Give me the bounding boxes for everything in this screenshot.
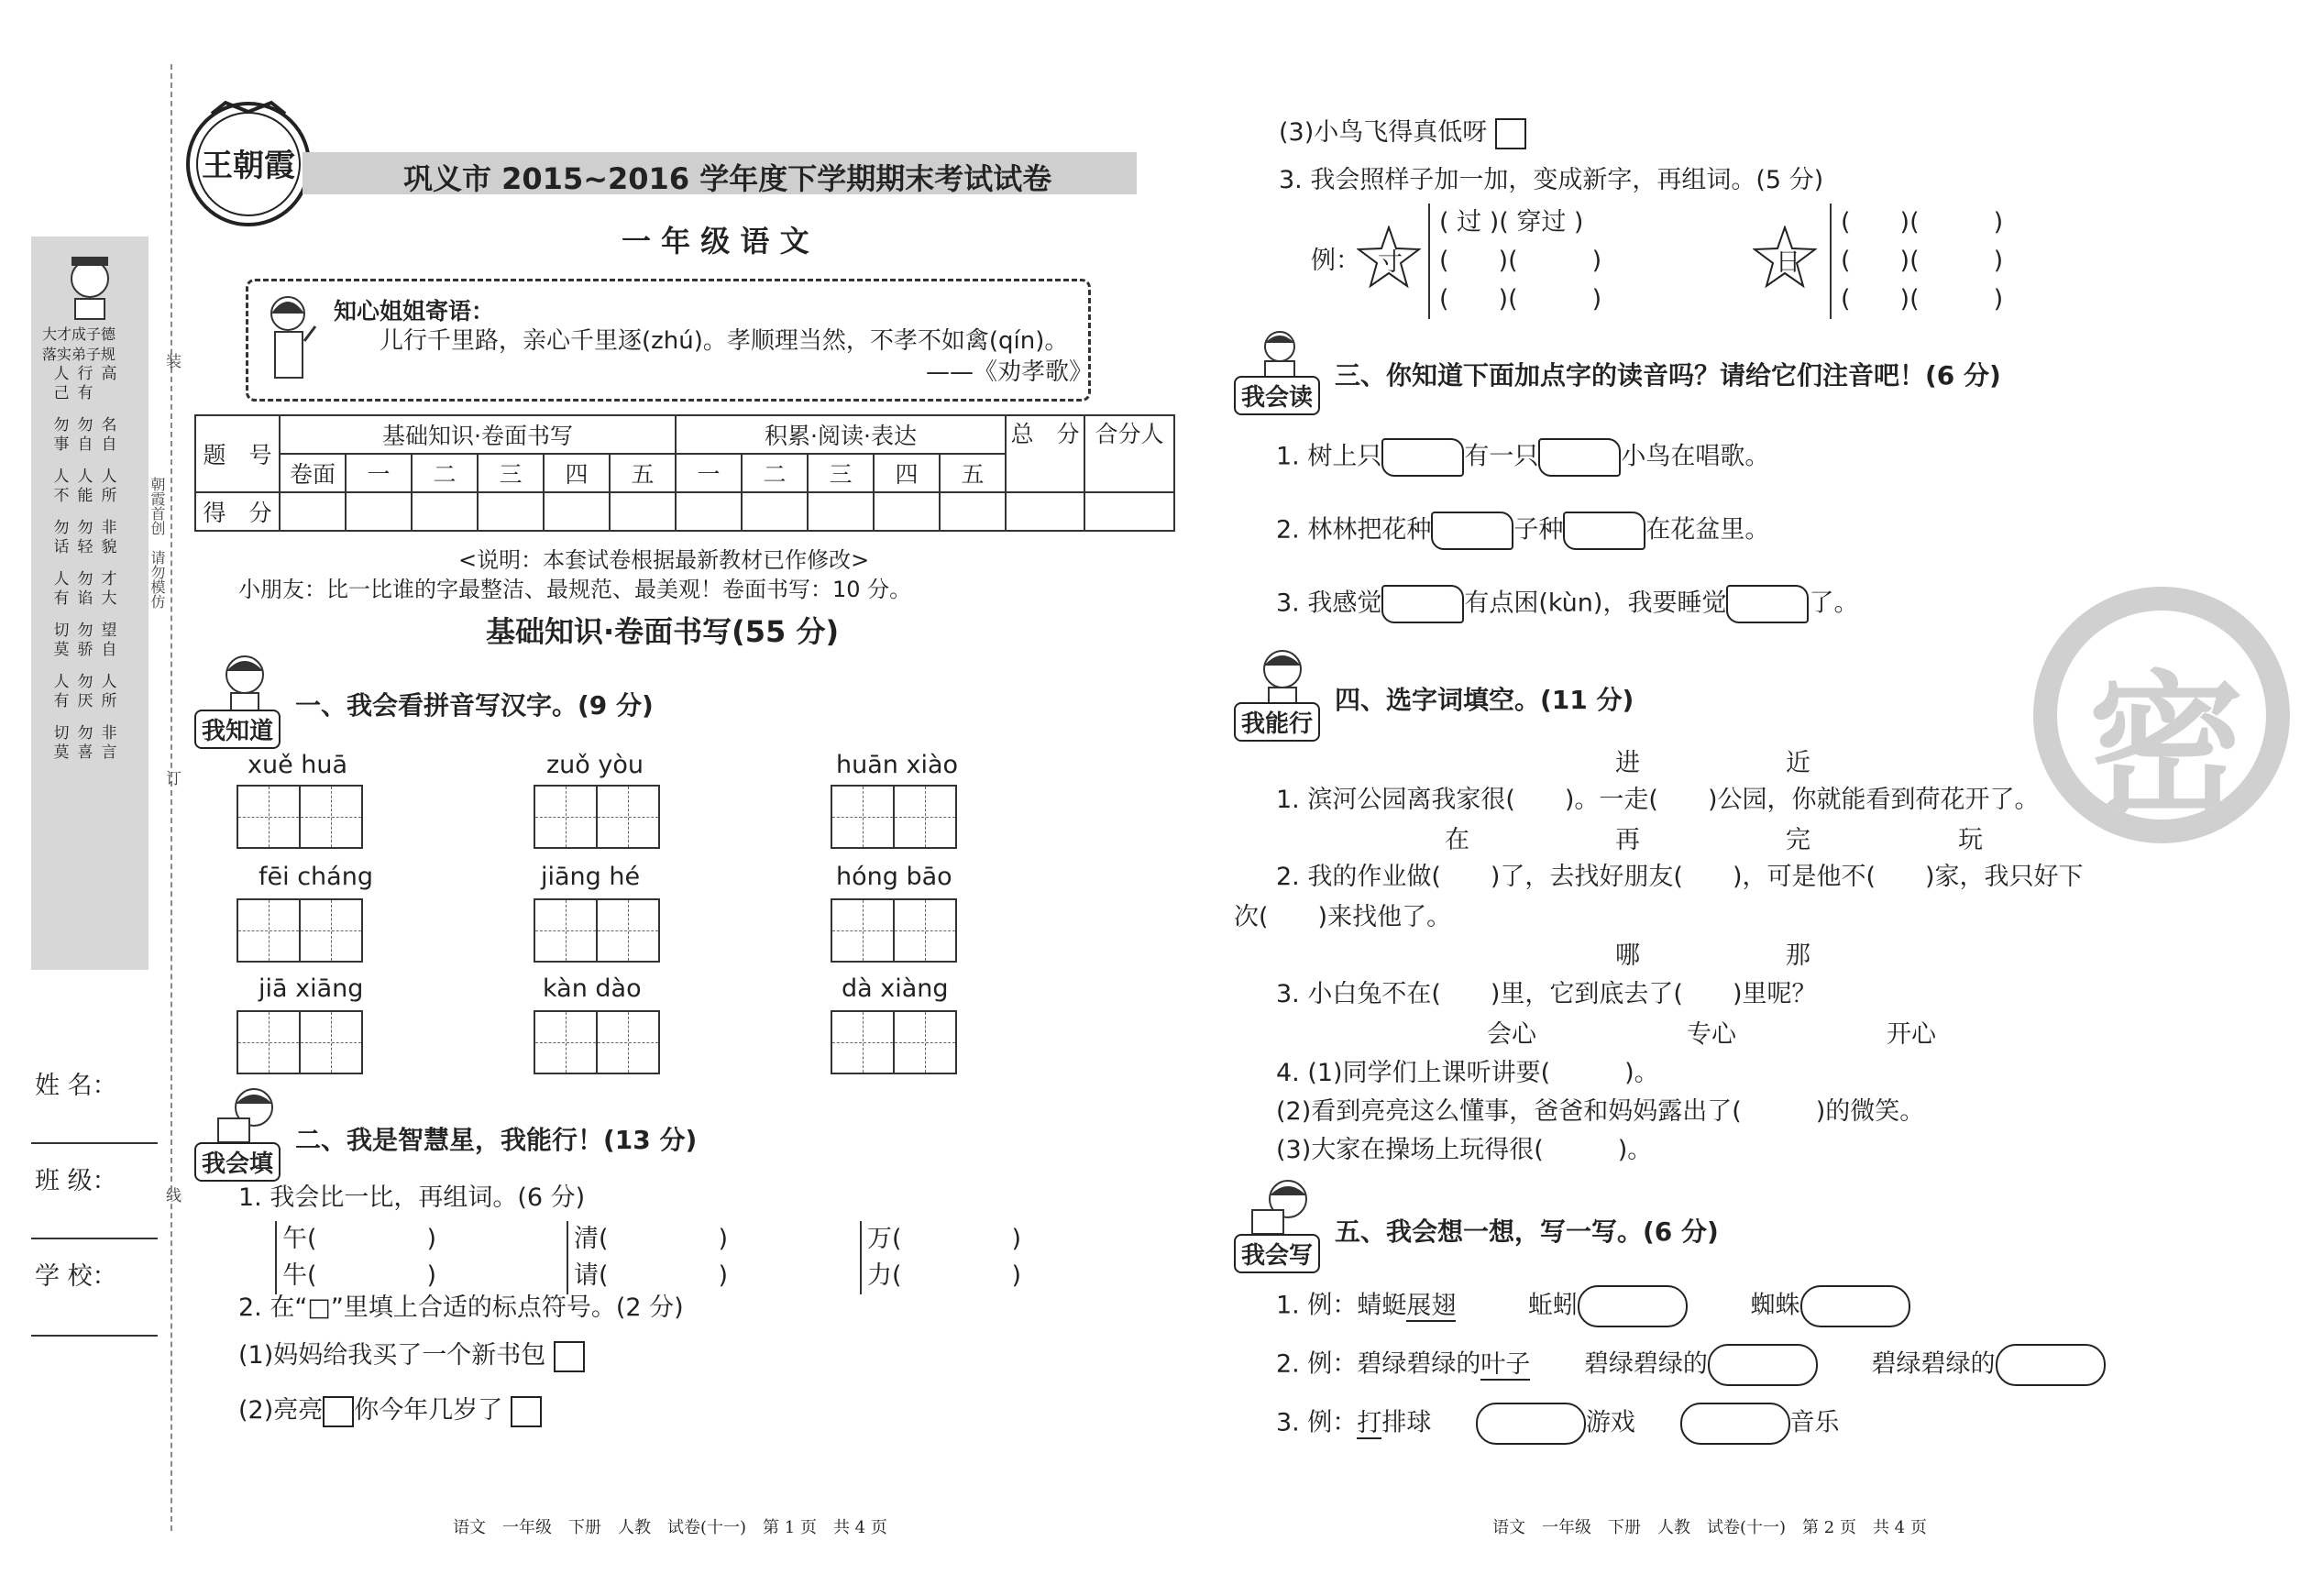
reading-boy-mascot-icon [1247,1173,1320,1238]
score-col: 一 [676,454,742,492]
score-cell[interactable] [280,492,346,531]
badge-know: 我知道 [194,710,281,749]
score-cell[interactable] [874,492,940,531]
punct-box[interactable] [511,1396,542,1427]
motto-rule-text: 勿轻 [77,519,94,556]
pinyin-label: huān xiào [836,751,959,779]
motto-sub: 落实弟子规 [42,346,116,363]
score-total-label: 总 分 [1006,415,1084,492]
motto-rule-text: 人所 [101,468,117,505]
motto-rule-text: 非貌 [101,519,117,556]
score-col: 五 [610,454,676,492]
score-cell[interactable] [610,492,676,531]
compare-pair: 清( ) 请( ) [567,1221,728,1294]
punct-box[interactable] [323,1396,354,1427]
motto-rule-block [50,416,130,455]
score-cell[interactable] [346,492,412,531]
writing-grid[interactable] [534,898,658,963]
sec3-title: 三、你知道下面加点字的读音吗？请给它们注音吧！(6 分) [1335,360,2001,391]
sec5-line-2: 2. 例：碧绿碧绿的叶子 碧绿碧绿的 碧绿碧绿的 [1276,1344,2248,1386]
punct-sentence-3: (3)小鸟飞得真低呀 [1279,117,1526,149]
writing-grid[interactable] [831,785,955,849]
q2-sub1: 1. 我会比一比，再组词。(6 分) [238,1183,586,1212]
answer-cloud[interactable] [1800,1285,1910,1327]
writing-grid[interactable] [534,785,658,849]
score-col: 二 [742,454,808,492]
motto-rule-text: 人己 [53,365,70,402]
boy-mascot-icon [1250,642,1315,706]
pinyin-flag[interactable] [1431,512,1513,550]
score-cell[interactable] [412,492,478,531]
writing-grid[interactable] [534,1010,658,1074]
sec4-line-4b: (2)看到亮亮这么懂事，爸爸和妈妈露出了( )的微笑。 [1276,1097,1925,1126]
sec3-line-2: 2. 林林把花种 子种 在花盆里。 [1276,512,1769,550]
brand-name: 王朝霞 [202,148,295,184]
sec5-line-1: 1. 例：蜻蜓展翅 蚯蚓 蜘蛛 [1276,1285,2248,1327]
writing-grid[interactable] [237,785,361,849]
example-label: 例： [1311,247,1360,275]
motto-rules [50,365,130,776]
score-cell[interactable] [742,492,808,531]
score-col: 五 [940,454,1006,492]
q3-title: 3. 我会照样子加一加，变成新字，再组词。(5 分) [1279,166,1824,194]
score-checker-label: 合分人 [1084,415,1174,492]
writing-grid[interactable] [237,1010,361,1074]
motto-rule-block [50,724,130,763]
sec3-line-1: 1. 树上只 有一只 小鸟在唱歌。 [1276,438,1769,477]
motto-rule-text: 勿厌 [77,673,94,710]
score-cell[interactable] [478,492,544,531]
punct-sentence-2: (2)亮亮 你今年几岁了 [238,1395,542,1427]
motto-rule-text: 行有 [77,365,94,402]
score-col: 四 [874,454,940,492]
revision-note: <说明：本套试卷根据最新教材已作修改> [458,547,870,573]
section-title: 基础知识·卷面书写(55 分) [486,614,840,649]
motto-rule-block [50,365,130,403]
message-body: 儿行千里路，亲心千里逐(zhú)。孝顺理当然，不孝不如禽(qín)。 [380,327,1069,355]
score-row-label: 得 分 [195,492,280,531]
pinyin-label: jiāng hé [541,863,641,891]
compose-rows: ( )( ) ( )( ) ( )( ) [1830,204,2003,319]
score-cell[interactable] [1006,492,1084,531]
pinyin-label: jiā xiāng [259,974,364,1003]
binding-mark: 订 [162,770,181,786]
sec4-line-3: 3. 小白兔不在( )里，它到底去了( )里呢？ [1276,980,1817,1008]
score-cell[interactable] [544,492,610,531]
motto-rule-text: 勿事 [53,416,70,454]
sec4-line-4c: (3)大家在操场上玩得很( )。 [1276,1136,1653,1164]
score-group-basic: 基础知识·卷面书写 [280,415,676,454]
motto-top: 大才成子德 [42,325,116,343]
word-choice: 完 [1786,826,1810,854]
score-cell[interactable] [940,492,1006,531]
boy-mascot-icon [213,647,277,711]
score-col: 三 [808,454,874,492]
confidential-seal-icon: 密 [2033,587,2290,843]
badge-can: 我能行 [1234,702,1320,742]
score-table [194,414,1175,532]
motto-rule-text: 人所 [101,673,117,710]
motto-rule-text: 名自 [101,416,117,454]
pinyin-label: hóng bāo [836,863,952,891]
message-heading: 知心姐姐寄语： [334,298,495,325]
writing-grid[interactable] [831,898,955,963]
badge-write: 我会写 [1234,1234,1320,1273]
page-footer: 语文 一年级 下册 人教 试卷(十一) 第 1 页 共 4 页 [453,1518,887,1537]
word-choice: 在 [1445,826,1469,854]
score-cell[interactable] [676,492,742,531]
class-label: 班 级： [35,1167,117,1195]
sec5-title: 五、我会想一想，写一写。(6 分) [1335,1216,1719,1247]
punct-sentence-1: (1)妈妈给我买了一个新书包 [238,1340,585,1372]
pinyin-flag[interactable] [1726,585,1809,623]
word-choice: 哪 [1615,941,1640,970]
student-mascot-icon [53,249,127,323]
motto-rule-text: 人有 [53,570,70,608]
word-choice: 那 [1786,941,1810,970]
q1-title: 一、我会看拼音写汉字。(9 分) [295,690,654,721]
sec4-line-2b: 次( )来找他了。 [1234,903,1452,931]
motto-rule-text: 才大 [101,570,117,608]
word-choice: 开心 [1887,1020,1936,1049]
motto-rule-text: 人能 [77,468,94,505]
word-choice: 近 [1786,749,1810,777]
copyright-note: 朝霞首创 请勿模仿 [149,477,166,609]
binding-mark: 线 [162,1187,181,1203]
score-col: 二 [412,454,478,492]
motto-rule-text: 勿话 [53,519,70,556]
motto-rule-text: 人有 [53,673,70,710]
score-cell[interactable] [1084,492,1174,531]
score-col: 三 [478,454,544,492]
motto-rule-text: 勿喜 [77,724,94,762]
teacher-mascot-icon [1243,326,1326,381]
girl-mascot-icon [259,290,323,385]
punct-box[interactable] [554,1341,585,1372]
answer-cloud[interactable] [1578,1285,1688,1327]
answer-cloud[interactable] [1708,1344,1818,1386]
name-field[interactable] [31,1142,158,1144]
binding-mark: 装 [162,353,181,369]
answer-cloud[interactable] [1476,1403,1586,1445]
sec4-line-2: 2. 我的作业做( )了，去找好朋友( )，可是他不( )家，我只好下 [1276,863,2084,891]
sec3-line-3: 3. 我感觉 有点困(kùn)，我要睡觉 了。 [1276,585,1858,623]
class-field[interactable] [31,1238,158,1239]
badge-fill: 我会填 [194,1142,281,1182]
pinyin-flag[interactable] [1538,438,1621,477]
radical-char: 寸 [1378,248,1403,277]
pinyin-label: xuě huā [248,751,348,779]
motto-rule-text: 勿骄 [77,622,94,659]
word-choice: 专心 [1687,1020,1736,1049]
motto-rule-text: 非言 [101,724,117,762]
reading-boy-mascot-icon [213,1082,286,1146]
motto-rule-text: 切莫 [53,724,70,762]
score-col: 一 [346,454,412,492]
motto-rule-block [50,570,130,609]
punct-box[interactable] [1495,118,1526,149]
pinyin-label: kàn dào [543,974,642,1003]
brand-logo-icon [180,95,317,233]
compose-rows: ( 过 )( 穿过 ) ( )( ) ( )( ) [1428,204,1601,319]
pinyin-flag[interactable] [1381,438,1464,477]
school-field[interactable] [31,1335,158,1337]
binding-cut-line [171,64,172,1531]
motto-rule-text: 望自 [101,622,117,659]
motto-rule-text: 切莫 [53,622,70,659]
badge-read: 我会读 [1234,376,1320,415]
name-label: 姓 名： [35,1072,117,1100]
sec4-line-1: 1. 滨河公园离我家很( )。一走( )公园，你就能看到荷花开了。 [1276,786,2040,814]
answer-cloud[interactable] [1996,1344,2106,1386]
motto-rule-block [50,468,130,506]
pinyin-label: fēi cháng [259,863,373,891]
radical-char: 日 [1776,248,1800,277]
score-col: 卷面 [280,454,346,492]
motto-rule-block [50,622,130,660]
message-source: ——《劝孝歌》 [926,358,1094,386]
writing-instruction: 小朋友：比一比谁的字最整洁、最规范、最美观！卷面书写：10 分。 [238,577,912,602]
sec5-line-3: 3. 例：打排球 游戏 音乐 [1276,1403,2248,1445]
motto-rule-block [50,519,130,557]
score-group-reading: 积累·阅读·表达 [676,415,1006,454]
word-choice: 会心 [1487,1020,1536,1049]
word-choice: 再 [1615,826,1640,854]
pinyin-flag[interactable] [1563,512,1645,550]
pinyin-label: zuǒ yòu [546,751,644,779]
motto-rule-text: 高 [101,365,117,383]
writing-grid[interactable] [237,898,361,963]
motto-rule-text: 勿自 [77,416,94,454]
school-label: 学 校： [35,1262,117,1291]
sec4-title: 四、选字词填空。(11 分) [1335,685,1634,715]
motto-rule-text: 人不 [53,468,70,505]
score-col-label: 题 号 [195,415,280,492]
pinyin-flag[interactable] [1381,585,1464,623]
motto-rule-block [50,673,130,711]
compare-pair: 万( ) 力( ) [860,1221,1021,1294]
exam-title: 巩义市 2015~2016 学年度下学期期末考试试卷 [403,161,1052,196]
sec4-line-4a: 4. (1)同学们上课听讲要( )。 [1276,1059,1659,1087]
q2-sub2: 2. 在“□”里填上合适的标点符号。(2 分) [238,1293,684,1322]
compare-pair: 午( ) 牛( ) [275,1221,436,1294]
binding-strip [31,237,149,970]
q2-title: 二、我是智慧星，我能行！(13 分) [295,1125,698,1155]
pinyin-label: dà xiàng [842,974,949,1003]
answer-cloud[interactable] [1680,1403,1790,1445]
motto-rule-text: 勿谄 [77,570,94,608]
score-col: 四 [544,454,610,492]
writing-grid[interactable] [831,1010,955,1074]
score-cell[interactable] [808,492,874,531]
page-footer: 语文 一年级 下册 人教 试卷(十一) 第 2 页 共 4 页 [1492,1518,1927,1537]
word-choice: 进 [1615,749,1640,777]
word-choice: 玩 [1958,826,1983,854]
subject-title: 一 年 级 语 文 [622,224,809,259]
